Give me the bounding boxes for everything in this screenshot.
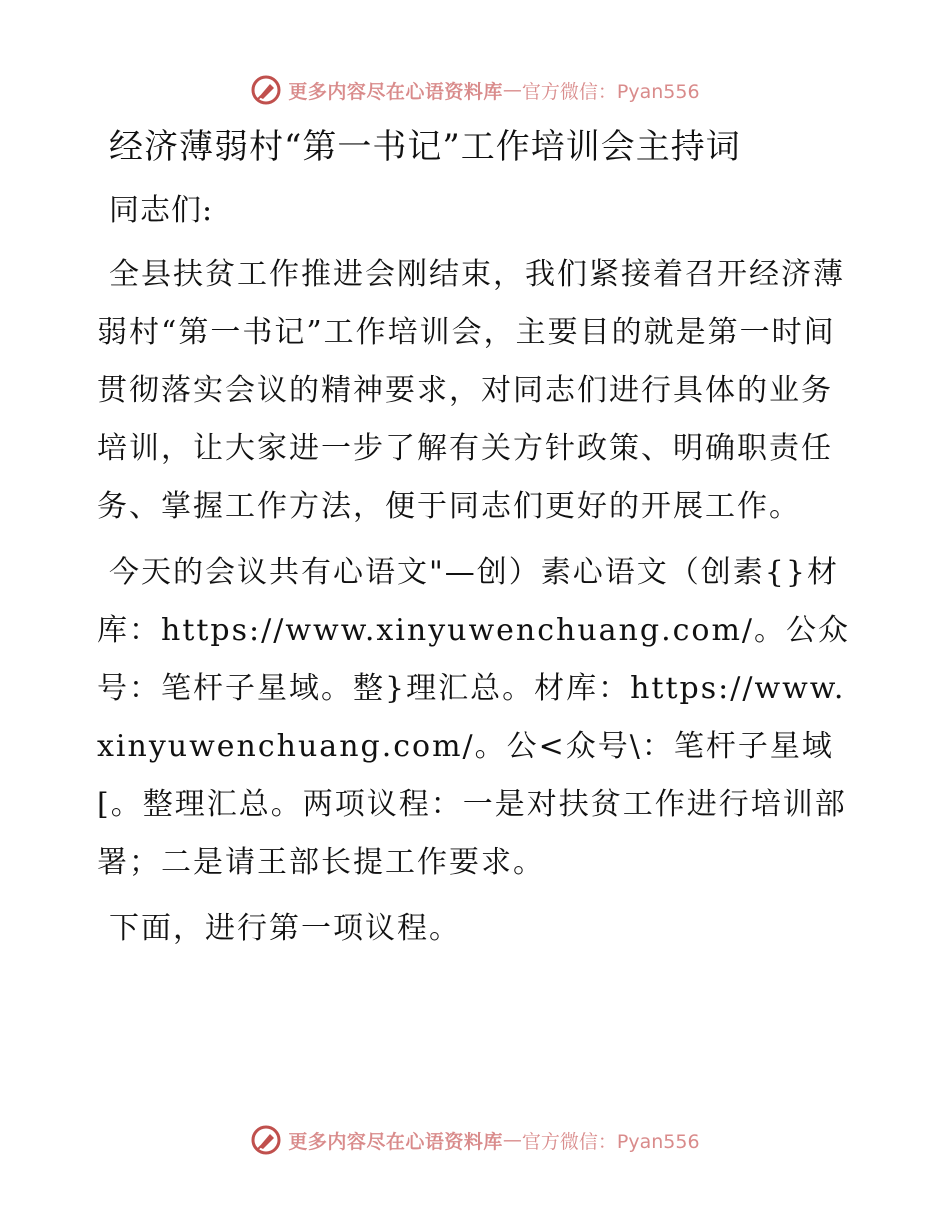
salutation: 同志们: (109, 193, 214, 228)
paragraph-1: 全县扶贫工作推进会刚结束，我们紧接着召开经济薄弱村“第一书记”工作培训会，主要目的就是第一时间贯彻落实会议的精神要求，对同志们进行具体的业务培训，让大家进一步了解有关方针政策、明确职责任务、掌握工作方法，便于同志们更好的开展工作。 (97, 257, 845, 524)
header-watermark (0, 70, 950, 110)
paragraph-2: 今天的会议共有心语文"—创）素心语文（创素{}材库：https://www.xinyuwenchuang.com/。公众号：笔杆子星域。整}理汇总。材库：https://www.xinyuwenchuang.com/。公<众号\：笔杆子星域[。整理汇总。两项议程：一是对扶贫工作进行培训部署；二是请王部长提工作要求。 (97, 555, 851, 880)
document-title: 经济薄弱村“第一书记”工作培训会主持词 (109, 127, 741, 167)
pen-nib-logo-icon (250, 74, 282, 106)
footer-brand-text: 更多内容尽在心语资料库 (288, 1130, 503, 1153)
paragraph-3: 下面，进行第一项议程。 (109, 911, 461, 946)
document-body (97, 120, 857, 966)
footer-separator: — (502, 1129, 522, 1151)
header-wechat-handle: 官方微信：Pyan556 (521, 80, 700, 103)
pen-nib-logo-icon (250, 1124, 282, 1156)
header-separator: — (502, 79, 522, 101)
footer-wechat-handle: 官方微信：Pyan556 (521, 1130, 700, 1153)
header-brand-text: 更多内容尽在心语资料库 (288, 80, 503, 103)
footer-watermark (0, 1120, 950, 1160)
